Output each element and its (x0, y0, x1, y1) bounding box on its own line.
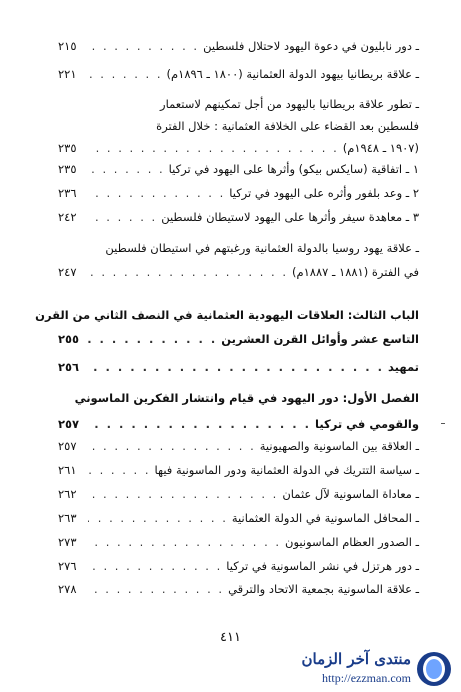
part-title-line: التاسع عشر وأوائل القرن العشرين (221, 332, 419, 346)
leader-dots (88, 183, 225, 203)
toc-entry (58, 436, 419, 456)
part-title-line: الباب الثالث: العلاقات اليهودية العثمانية في النصف الثاني من القرن (35, 308, 419, 322)
toc-entry (58, 183, 419, 203)
leader-dots (88, 207, 157, 227)
page-ref: ٢٣٥ (58, 141, 77, 155)
chapter-title-line: والقومي في تركيا (315, 417, 419, 431)
page-ref: ٢٣٦ (58, 186, 77, 200)
page-ref: ٢١٥ (58, 39, 77, 53)
toc-part-heading (35, 305, 419, 349)
toc-entry (58, 508, 419, 528)
toc-entry (58, 36, 419, 56)
page-ref: ٢٥٧ (58, 439, 77, 453)
entry-title-line: (١٩٠٧ ـ ١٩٤٨م) (342, 141, 419, 155)
page-ref: ٢٥٥ (58, 332, 80, 346)
watermark-url: http://ezzman.com (322, 671, 411, 685)
entry-title: ـ علاقة بريطانيا بيهود الدولة العثمانية (١٨٠٠ ـ ١٨٩٦م) (166, 67, 419, 81)
page-ref: ٢٣٥ (58, 162, 77, 176)
page-ref: ٢٤٢ (58, 210, 77, 224)
toc-entry (58, 357, 419, 377)
entry-title: ٣ ـ معاهدة سيفر وأثرها على اليهود لاستيطان فلسطين (161, 210, 419, 224)
leader-dots (88, 64, 163, 84)
entry-title: ـ معاداة الماسونية لآل عثمان (282, 487, 419, 501)
leader-dots (88, 508, 228, 528)
page-ref: ٢٧٦ (58, 559, 77, 573)
page-ref: ٢٦٣ (58, 511, 77, 525)
entry-title-line: فلسطين بعد القضاء على الخلافة العثمانية : خلال الفترة (156, 119, 419, 133)
toc-entry (58, 159, 419, 179)
leader-dots (88, 138, 339, 158)
entry-title: ـ المحافل الماسونية في الدولة العثمانية (231, 511, 419, 525)
margin-mark (441, 423, 445, 424)
toc-entry (58, 579, 419, 599)
entry-title-line: في الفترة (١٨٨١ ـ ١٨٨٧م) (292, 265, 419, 279)
leader-dots (88, 532, 281, 552)
page-ref: ٢٢١ (58, 67, 77, 81)
leader-dots (88, 579, 224, 599)
toc-entry (58, 94, 419, 158)
entry-title: ـ سياسة التتريك في الدولة العثمانية ودور الماسونية فيها (154, 463, 419, 477)
leader-dots (88, 357, 384, 377)
page-ref: ٢٥٦ (58, 360, 80, 374)
chapter-title-line: الفصل الأول: دور اليهود في قيام وانتشار الفكرين الماسوني (74, 391, 419, 405)
page-ref: ٢٧٨ (58, 582, 77, 596)
watermark-title: منتدى آخر الزمان (301, 650, 411, 668)
entry-title: ـ دور هرتزل في نشر الماسونية في تركيا (226, 559, 419, 573)
entry-title: ٢ ـ وعد بلفور وأثره على اليهود في تركيا (229, 186, 419, 200)
toc-entry (58, 556, 419, 576)
leader-dots (88, 484, 278, 504)
leader-dots (88, 159, 165, 179)
leader-dots (88, 460, 151, 480)
page-number: ٤١١ (220, 630, 241, 645)
entry-title-line: ـ تطور علاقة بريطانيا باليهود من أجل تمكينهم لاستعمار (160, 97, 419, 111)
page-ref: ٢٥٧ (58, 417, 80, 431)
entry-title: ـ الصدور العظام الماسونيون (285, 535, 419, 549)
toc-entry (58, 460, 419, 480)
watermark-logo-icon (417, 652, 451, 686)
entry-title-line: ـ علاقة يهود روسيا بالدولة العثمانية ورغبتهم في استيطان فلسطين (105, 241, 419, 255)
toc-entry (58, 532, 419, 552)
page-ref: ٢٤٧ (58, 265, 77, 279)
entry-title: ـ العلاقة بين الماسونية والصهيونية (259, 439, 419, 453)
toc-entry (58, 238, 419, 282)
toc-chapter-heading (58, 388, 419, 434)
leader-dots (88, 436, 256, 456)
entry-title: ـ دور نابليون في دعوة اليهود لاحتلال فلسطين (203, 39, 419, 53)
page-ref: ٢٧٣ (58, 535, 77, 549)
entry-title: ـ علاقة الماسونية بجمعية الاتحاد والترقي (228, 582, 419, 596)
entry-title: تمهيد (388, 360, 419, 374)
leader-dots (88, 262, 288, 282)
toc-entry (58, 484, 419, 504)
leader-dots (88, 36, 199, 56)
leader-dots (88, 556, 222, 576)
leader-dots (88, 414, 311, 434)
entry-title: ١ ـ اتفاقية (سايكس بيكو) وأثرها على اليهود في تركيا (168, 162, 419, 176)
toc-entry (58, 207, 419, 227)
page-ref: ٢٦١ (58, 463, 77, 477)
page-ref: ٢٦٢ (58, 487, 77, 501)
toc-entry (58, 64, 419, 84)
leader-dots (88, 329, 217, 349)
